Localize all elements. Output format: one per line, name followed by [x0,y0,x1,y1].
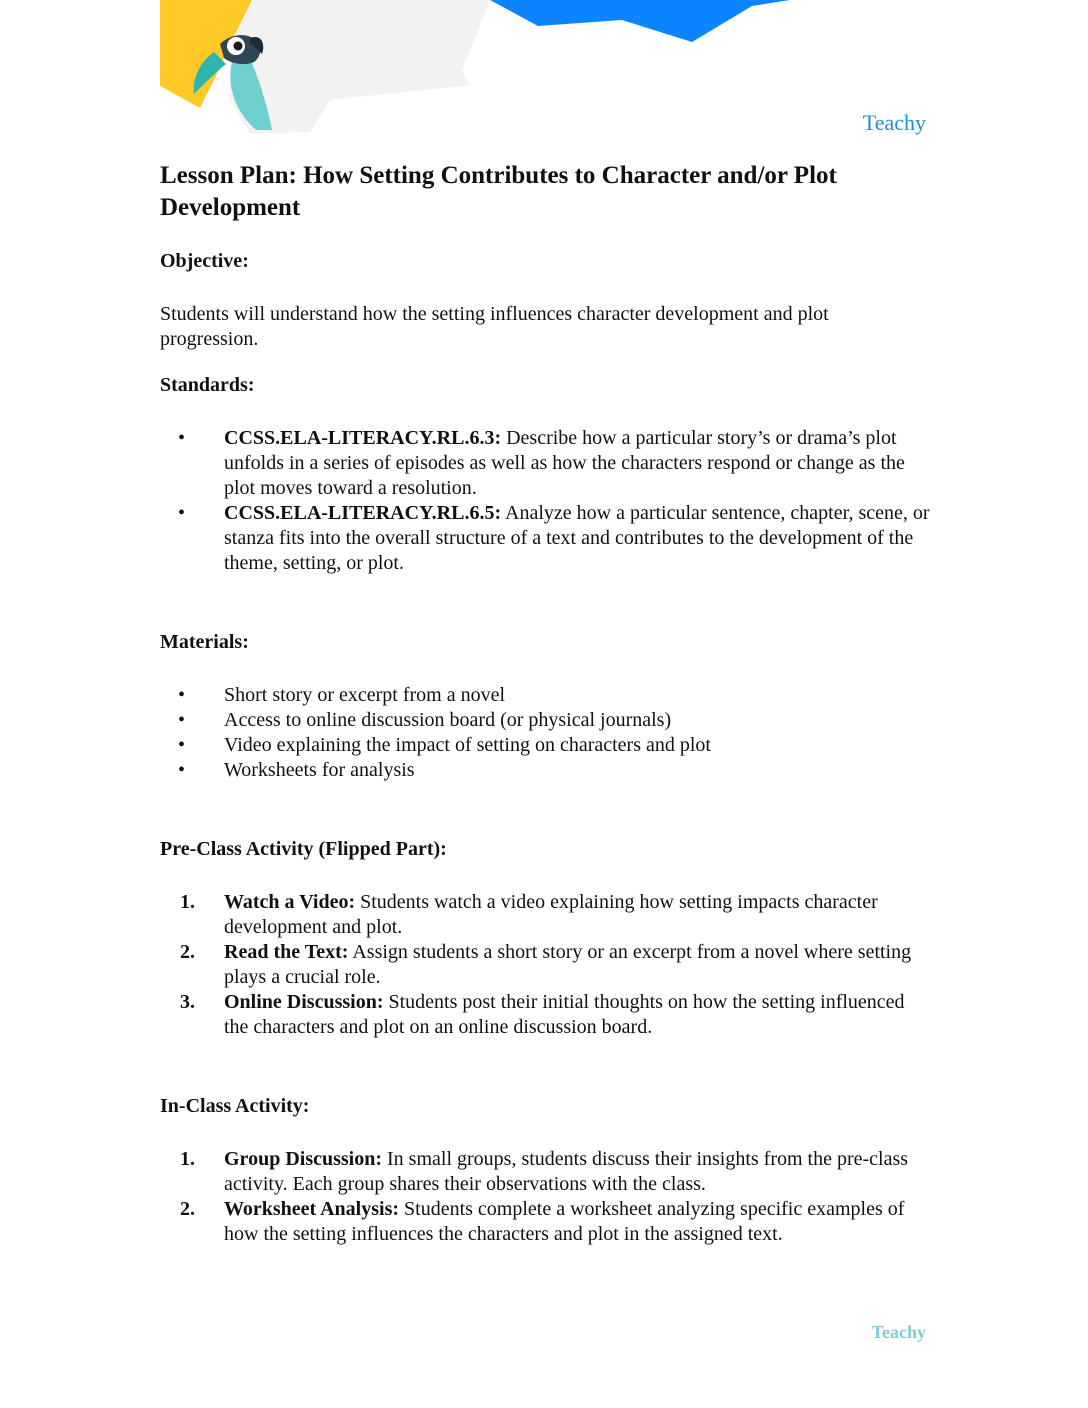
bullet-marker: • [178,759,186,781]
in-class-list [160,1147,930,1247]
pre-class-heading: Pre-Class Activity (Flipped Part): [160,838,447,860]
list-item [160,733,930,758]
pre-class-list [160,890,930,1040]
list-number: 1. [180,1148,195,1170]
brand-name-header: Teachy [862,110,926,135]
standard-code: CCSS.ELA-LITERACY.RL.6.3: [224,427,502,449]
step-label: Worksheet Analysis: [224,1198,400,1220]
step-text: Students complete a worksheet analyzing specific examples of how the setting influences the characters and plot in the assigned text. [224,1198,905,1245]
objective-text: Students will understand how the setting influences character development and plot progression. [160,303,829,350]
step-text: Assign students a short story or an excerpt from a novel where setting plays a crucial role. [224,941,912,988]
standard-code: CCSS.ELA-LITERACY.RL.6.5: [224,502,502,524]
banner-gray-shape [230,0,490,134]
list-number: 2. [180,941,195,963]
brand-name-footer: Teachy [871,1322,926,1342]
step-label: Watch a Video: [224,891,356,913]
bullet-marker: • [178,684,186,706]
standard-description: Describe how a particular story’s or drama’s plot unfolds in a series of episodes as well as how the characters respond or change as the plot moves toward a resolution. [224,427,905,499]
list-item [160,1197,930,1247]
list-item [160,708,930,733]
banner-blue-shape [490,0,790,42]
materials-heading: Materials: [160,631,249,653]
material-text: Short story or excerpt from a novel [224,684,506,706]
bullet-marker: • [178,709,186,731]
materials-list [160,683,930,783]
in-class-heading: In-Class Activity: [160,1095,310,1117]
step-text: Students post their initial thoughts on how the setting influenced the characters and plot on an online discussion board. [224,991,905,1038]
list-item [160,758,930,783]
step-label: Read the Text: [224,941,349,963]
list-item [160,890,930,940]
material-text: Access to online discussion board (or physical journals) [224,709,672,731]
standard-description: Analyze how a particular sentence, chapter, scene, or stanza fits into the overall structure of a text and contributes to the development of the theme, setting, or plot. [224,502,930,574]
list-item [160,501,930,576]
list-item [160,683,930,708]
step-text: In small groups, students discuss their insights from the pre-class activity. Each group shares their observations with the class. [224,1148,909,1195]
list-number: 2. [180,1198,195,1220]
standards-list [160,426,930,576]
bullet-marker: • [178,427,186,449]
step-label: Group Discussion: [224,1148,383,1170]
material-text: Worksheets for analysis [224,759,415,781]
bullet-marker: • [178,502,186,524]
list-item [160,940,930,990]
standards-heading: Standards: [160,374,255,396]
page-title: Lesson Plan: How Setting Contributes to Character and/or Plot Development [160,162,837,221]
material-text: Video explaining the impact of setting on characters and plot [224,734,711,756]
step-text: Students watch a video explaining how setting impacts character development and plot. [224,891,878,938]
list-number: 3. [180,991,195,1013]
bullet-marker: • [178,734,186,756]
list-item [160,426,930,501]
step-label: Online Discussion: [224,991,384,1013]
objective-heading: Objective: [160,250,249,272]
list-number: 1. [180,891,195,913]
document-body [160,160,930,1247]
list-item [160,1147,930,1197]
list-item [160,990,930,1040]
